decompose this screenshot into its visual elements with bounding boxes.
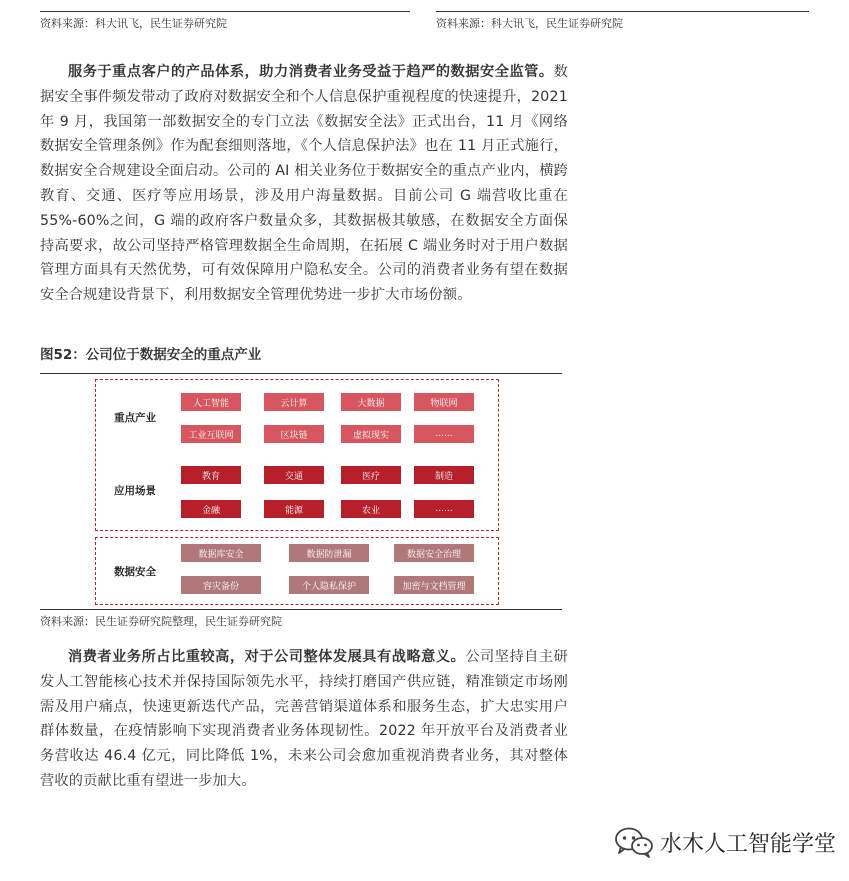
tile-industry-iot: 物联网 — [414, 393, 474, 411]
tile-scenario-energy: 能源 — [264, 500, 324, 518]
tile-industry-cloud: 云计算 — [264, 393, 324, 411]
paragraph-body: 数据安全事件频发带动了政府对数据安全和个人信息保护重视程度的快速提升，2021 年 9 月，我国第一部数据安全的专门立法《数据安全法》正式出台，11 月《网络数据安全管理条例》作为配套细则落地，《个人信息保护法》也在 11 月正式施行，数据安全合规建设全面启动。公司的 AI 相关业务位于数据安全的重点产业内，横跨教育、交通、医疗等应用场景，涉及用户海量数据。目前公司 G 端营收比重在 55%-60%之间，G 端的政府客户数量众多，其数据极其敏感，在数据安全方面保持高要求，故公司坚持严格管理数据全生命周期，在拓展 C 端业务时对于用户数据管理方面具有天然优势，可有效保障用户隐私安全。公司的消费者业务有望在数据安全合规建设背景下，利用数据安全管理优势进一步扩大市场份额。 — [40, 64, 568, 304]
paragraph2-lead: 消费者业务所占比重较高，对于公司整体发展具有战略意义。 — [68, 649, 466, 665]
tile-security-dlp: 数据防泄漏 — [289, 544, 369, 562]
header-rule-left — [40, 11, 410, 12]
watermark — [614, 826, 836, 858]
tile-security-encryption: 加密与文档管理 — [394, 576, 474, 594]
tile-scenario-transport: 交通 — [264, 466, 324, 484]
tile-scenario-agriculture: 农业 — [341, 500, 401, 518]
header-rule-right — [436, 11, 809, 12]
paragraph2-body: 公司坚持自主研发人工智能核心技术并保持国际领先水平，持续打磨国产供应链，精准锁定市场刚需及用户痛点，快速更新迭代产品，完善营销渠道体系和服务生态，扩大忠实用户群体数量，在疫情影响下实现消费者业务体现韧性。2022 年开放平台及消费者业务营收达 46.4 亿元，同比降低 1%，未来公司会愈加重视消费者业务，其对整体营收的贡献比重有望进一步加大。 — [40, 649, 568, 789]
paragraph-lead: 服务于重点客户的产品体系，助力消费者业务受益于趋严的数据安全监管。 — [68, 64, 554, 80]
tile-scenario-medical: 医疗 — [341, 466, 401, 484]
tile-industry-ai: 人工智能 — [181, 393, 241, 411]
tile-industry-blockchain: 区块链 — [264, 425, 324, 443]
tile-industry-bigdata: 大数据 — [341, 393, 401, 411]
wechat-icon — [614, 826, 654, 858]
figure-source: 资料来源：民生证券研究院整理，民生证券研究院 — [40, 615, 282, 628]
source-left: 资料来源：科大讯飞，民生证券研究院 — [40, 17, 227, 30]
tile-industry-iiot: 工业互联网 — [181, 425, 241, 443]
source-right: 资料来源：科大讯飞，民生证券研究院 — [436, 17, 623, 30]
paragraph-data-security — [40, 60, 568, 308]
tile-security-database: 数据库安全 — [181, 544, 261, 562]
tile-security-governance: 数据安全治理 — [394, 544, 474, 562]
tile-scenario-education: 教育 — [181, 466, 241, 484]
tile-scenario-more: ...... — [414, 500, 474, 518]
figure-bottom-rule — [40, 609, 562, 610]
label-scenarios: 应用场景 — [114, 485, 156, 497]
figure-top-rule — [40, 373, 562, 374]
figure-title: 图52：公司位于数据安全的重点产业 — [40, 347, 262, 363]
tile-industry-vr: 虚拟现实 — [341, 425, 401, 443]
label-key-industries: 重点产业 — [114, 412, 156, 424]
tile-security-privacy: 个人隐私保护 — [289, 576, 369, 594]
tile-industry-more: ...... — [414, 425, 474, 443]
tile-scenario-manufacturing: 制造 — [414, 466, 474, 484]
tile-security-disaster-backup: 容灾备份 — [181, 576, 261, 594]
paragraph-consumer-business — [40, 645, 568, 794]
tile-scenario-finance: 金融 — [181, 500, 241, 518]
watermark-text: 水木人工智能学堂 — [660, 831, 837, 857]
label-data-security: 数据安全 — [114, 566, 156, 578]
